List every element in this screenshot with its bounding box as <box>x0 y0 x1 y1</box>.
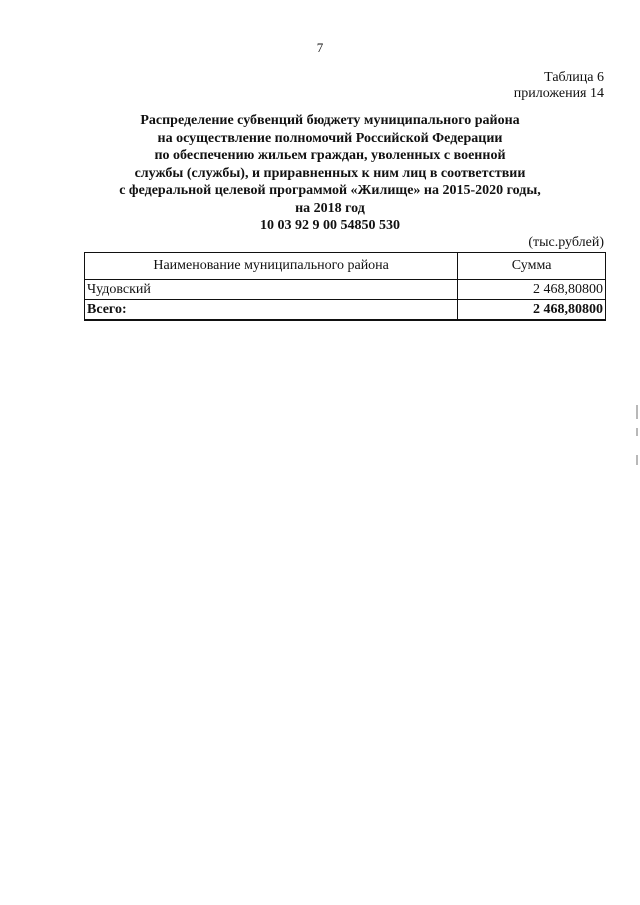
title-line: на осуществление полномочий Российской Федерации <box>157 130 503 146</box>
distribution-table <box>84 252 606 321</box>
district-name-cell: Чудовский <box>85 280 458 300</box>
table-reference <box>514 70 604 102</box>
title-line: Распределение субвенций бюджету муниципального района <box>140 113 520 128</box>
title-line: по обеспечению жильем граждан, уволенных с военной <box>154 148 506 163</box>
title-line: на 2018 год <box>295 200 365 216</box>
column-header-sum: Сумма <box>458 253 606 280</box>
scan-artifact <box>636 455 638 465</box>
table-label: Таблица 6 <box>544 70 604 85</box>
page-number: 7 <box>316 40 324 55</box>
total-label-cell: Всего: <box>85 300 458 321</box>
total-row <box>85 300 606 321</box>
sum-cell: 2 468,80800 <box>458 280 606 300</box>
title-line: службы (службы), и приравненных к ним лиц в соответствии <box>134 165 526 181</box>
table-header-row <box>85 253 606 280</box>
appendix-label: приложения 14 <box>513 86 604 101</box>
total-sum-cell: 2 468,80800 <box>458 300 606 321</box>
budget-code: 10 03 92 9 00 54850 530 <box>260 218 400 233</box>
column-header-district: Наименование муниципального района <box>85 253 458 280</box>
table-row <box>85 280 606 300</box>
scan-artifact <box>636 405 638 419</box>
document-title <box>60 112 600 235</box>
scan-artifact <box>636 428 638 436</box>
title-line: с федеральной целевой программой «Жилище» на 2015-2020 годы, <box>119 183 541 198</box>
units-label: (тыс.рублей) <box>528 235 604 250</box>
